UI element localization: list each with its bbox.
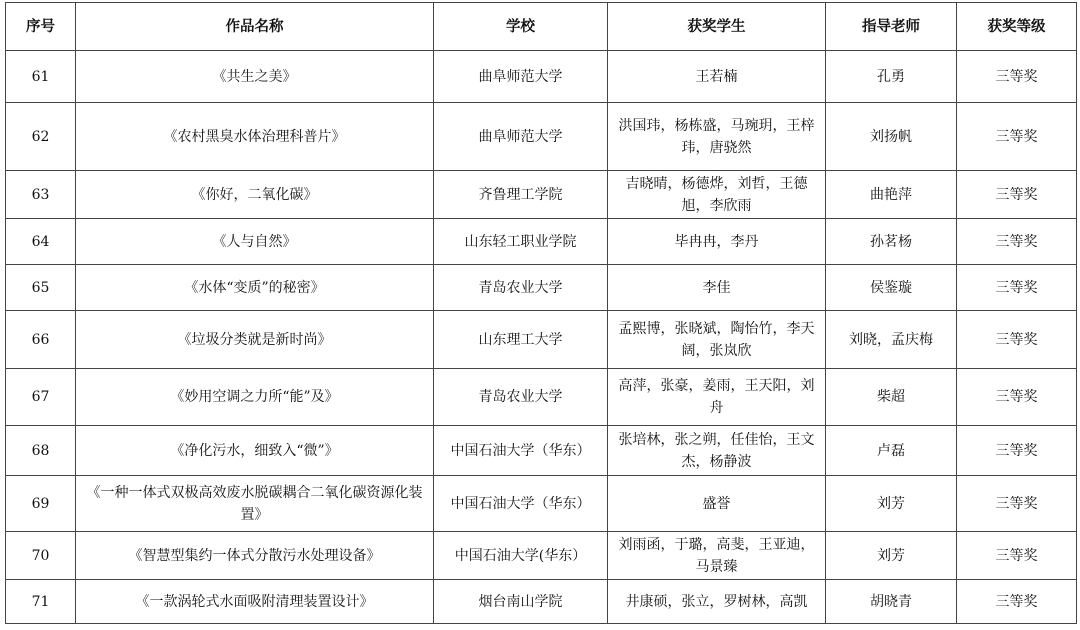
cell-teacher: 刘扬帆 bbox=[826, 103, 957, 171]
cell-students: 高萍，张豪，姜雨，王天阳，刘舟 bbox=[608, 369, 826, 426]
cell-teacher: 胡晓青 bbox=[826, 580, 957, 624]
cell-students: 孟熙博，张晓斌，陶怡竹，李天阔，张岚欣 bbox=[608, 311, 826, 369]
cell-no: 62 bbox=[6, 103, 76, 171]
cell-level: 三等奖 bbox=[957, 311, 1077, 369]
cell-level: 三等奖 bbox=[957, 171, 1077, 219]
cell-no: 63 bbox=[6, 171, 76, 219]
cell-no: 65 bbox=[6, 265, 76, 311]
cell-students: 王若楠 bbox=[608, 51, 826, 103]
cell-title: 《人与自然》 bbox=[76, 219, 434, 265]
table-header-row bbox=[6, 3, 1077, 51]
cell-no: 70 bbox=[6, 532, 76, 580]
cell-school: 曲阜师范大学 bbox=[434, 103, 608, 171]
cell-school: 中国石油大学（华东） bbox=[434, 476, 608, 532]
cell-teacher: 刘晓，孟庆梅 bbox=[826, 311, 957, 369]
award-table-container bbox=[5, 2, 1076, 624]
cell-no: 69 bbox=[6, 476, 76, 532]
cell-title: 《共生之美》 bbox=[76, 51, 434, 103]
cell-title: 《水体“变质”的秘密》 bbox=[76, 265, 434, 311]
cell-students: 井康硕，张立，罗树林，高凯 bbox=[608, 580, 826, 624]
cell-school: 青岛农业大学 bbox=[434, 369, 608, 426]
cell-no: 68 bbox=[6, 426, 76, 476]
cell-title: 《一种一体式双极高效废水脱碳耦合二氧化碳资源化装置》 bbox=[76, 476, 434, 532]
cell-title: 《智慧型集约一体式分散污水处理设备》 bbox=[76, 532, 434, 580]
cell-school: 山东理工大学 bbox=[434, 311, 608, 369]
cell-title: 《妙用空调之力所“能”及》 bbox=[76, 369, 434, 426]
cell-title: 《农村黑臭水体治理科普片》 bbox=[76, 103, 434, 171]
table-row bbox=[6, 219, 1077, 265]
header-students: 获奖学生 bbox=[608, 3, 826, 51]
cell-school: 中国石油大学（华东） bbox=[434, 426, 608, 476]
table-row bbox=[6, 51, 1077, 103]
cell-title: 《你好，二氧化碳》 bbox=[76, 171, 434, 219]
table-row bbox=[6, 311, 1077, 369]
cell-school: 烟台南山学院 bbox=[434, 580, 608, 624]
cell-level: 三等奖 bbox=[957, 532, 1077, 580]
header-teacher: 指导老师 bbox=[826, 3, 957, 51]
cell-school: 曲阜师范大学 bbox=[434, 51, 608, 103]
cell-title: 《一款涡轮式水面吸附清理装置设计》 bbox=[76, 580, 434, 624]
cell-students: 洪国玮，杨栋盛，马琬玥，王梓玮，唐骁然 bbox=[608, 103, 826, 171]
cell-teacher: 孙茗杨 bbox=[826, 219, 957, 265]
cell-students: 刘雨函，于璐，高斐，王亚迪，马景臻 bbox=[608, 532, 826, 580]
table-row bbox=[6, 532, 1077, 580]
cell-students: 毕冉冉，李丹 bbox=[608, 219, 826, 265]
cell-no: 64 bbox=[6, 219, 76, 265]
cell-students: 盛誉 bbox=[608, 476, 826, 532]
cell-teacher: 侯鉴璇 bbox=[826, 265, 957, 311]
cell-level: 三等奖 bbox=[957, 426, 1077, 476]
cell-teacher: 刘芳 bbox=[826, 476, 957, 532]
header-no: 序号 bbox=[6, 3, 76, 51]
cell-teacher: 卢磊 bbox=[826, 426, 957, 476]
cell-school: 齐鲁理工学院 bbox=[434, 171, 608, 219]
table-row bbox=[6, 426, 1077, 476]
cell-no: 71 bbox=[6, 580, 76, 624]
cell-students: 吉晓晴，杨德烨，刘哲，王德旭，李欣雨 bbox=[608, 171, 826, 219]
cell-students: 张培林，张之朔，任佳怡，王文杰，杨静波 bbox=[608, 426, 826, 476]
cell-level: 三等奖 bbox=[957, 51, 1077, 103]
cell-school: 中国石油大学(华东） bbox=[434, 532, 608, 580]
cell-teacher: 刘芳 bbox=[826, 532, 957, 580]
header-school: 学校 bbox=[434, 3, 608, 51]
cell-level: 三等奖 bbox=[957, 580, 1077, 624]
table-row bbox=[6, 476, 1077, 532]
table-row bbox=[6, 369, 1077, 426]
cell-level: 三等奖 bbox=[957, 369, 1077, 426]
cell-level: 三等奖 bbox=[957, 476, 1077, 532]
cell-level: 三等奖 bbox=[957, 103, 1077, 171]
table-row bbox=[6, 265, 1077, 311]
cell-level: 三等奖 bbox=[957, 219, 1077, 265]
header-level: 获奖等级 bbox=[957, 3, 1077, 51]
cell-no: 66 bbox=[6, 311, 76, 369]
cell-teacher: 曲艳萍 bbox=[826, 171, 957, 219]
cell-teacher: 柴超 bbox=[826, 369, 957, 426]
cell-no: 67 bbox=[6, 369, 76, 426]
cell-title: 《垃圾分类就是新时尚》 bbox=[76, 311, 434, 369]
header-title: 作品名称 bbox=[76, 3, 434, 51]
table-row bbox=[6, 103, 1077, 171]
cell-level: 三等奖 bbox=[957, 265, 1077, 311]
cell-no: 61 bbox=[6, 51, 76, 103]
cell-teacher: 孔勇 bbox=[826, 51, 957, 103]
cell-students: 李佳 bbox=[608, 265, 826, 311]
table-row bbox=[6, 580, 1077, 624]
cell-school: 青岛农业大学 bbox=[434, 265, 608, 311]
table-row bbox=[6, 171, 1077, 219]
cell-school: 山东轻工职业学院 bbox=[434, 219, 608, 265]
award-table bbox=[5, 2, 1077, 624]
cell-title: 《净化污水，细致入“微”》 bbox=[76, 426, 434, 476]
